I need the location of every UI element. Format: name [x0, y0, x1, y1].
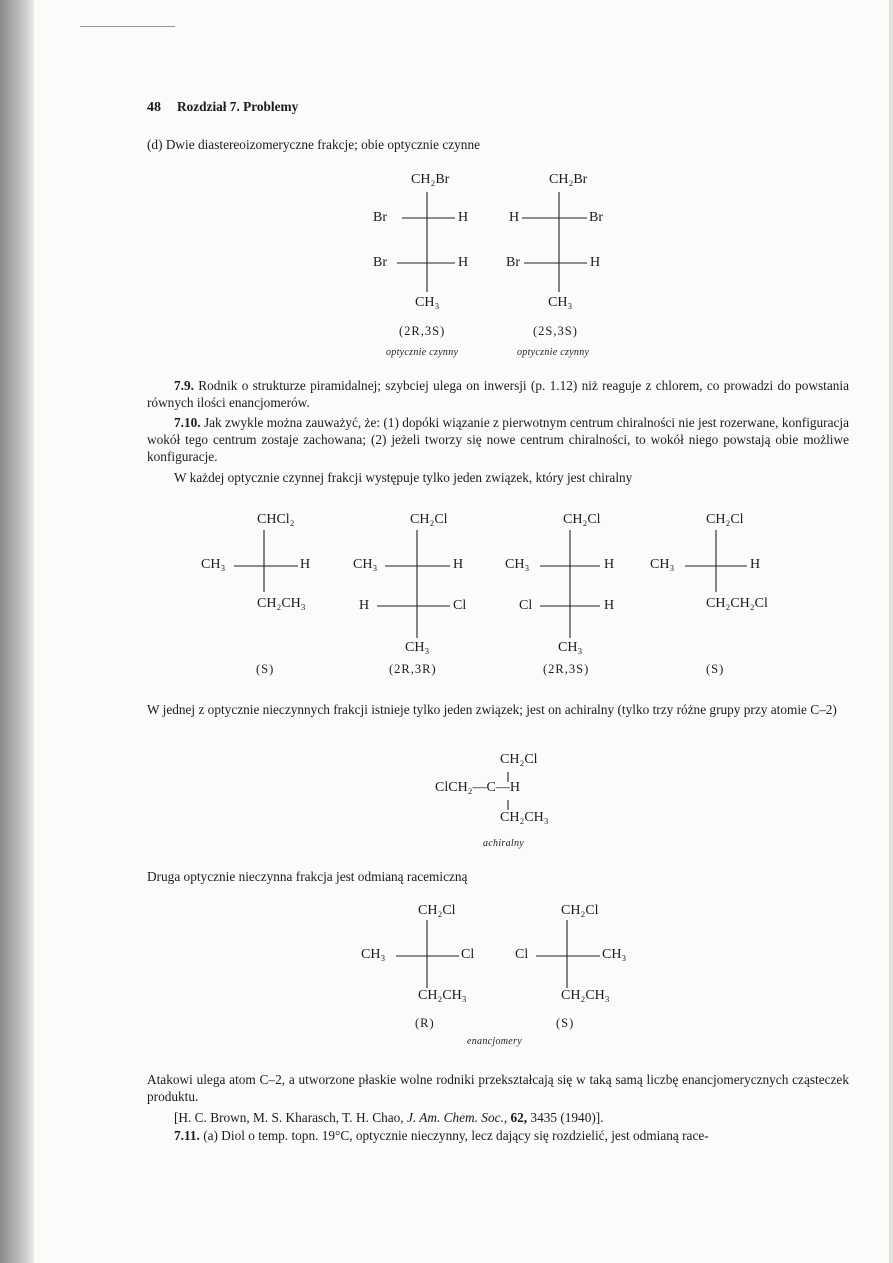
p710-text: Jak zwykle można zauważyć, że: (1) dopóki wiązanie z pierwotnym centrum chiralności nie jest rozerwane, konfiguracja wokół tego centrum zostaje zachowana; (2) jeżeli tworzy się nowe centrum chiralności, to wokół niego powstają obie możliwe konfiguracje. — [147, 415, 850, 464]
paragraph-7-11 — [147, 1127, 849, 1144]
a4-left: CH₃ — [650, 557, 675, 572]
a2-top: CH₂Cl — [410, 512, 448, 527]
chapter-title: Rozdział 7. Problemy — [177, 99, 299, 114]
a2-r2-left: H — [359, 598, 370, 613]
d-label: (d) Dwie diastereoizomeryczne frakcje; obie optycznie czynne — [147, 137, 480, 152]
citation — [147, 1109, 849, 1126]
d1-note: optycznie czynny — [386, 347, 459, 358]
citation-volume: 62, — [510, 1110, 528, 1125]
r2-right: CH₃ — [602, 947, 627, 962]
d2-note: optycznie czynny — [517, 347, 590, 358]
a1-config: (S) — [256, 662, 275, 676]
a2-config: (2R,3R) — [389, 662, 437, 676]
d2-r1-left: H — [509, 210, 520, 225]
a3-config: (2R,3S) — [543, 662, 590, 676]
a1-top: CHCl₂ — [257, 512, 295, 527]
d2-bottom: CH₃ — [548, 295, 573, 310]
p79-number: 7.9. — [174, 378, 194, 393]
d1-r2-left: Br — [373, 255, 387, 270]
r1-bottom: CH₂CH₃ — [418, 988, 467, 1003]
achiral-note: achiralny — [483, 838, 525, 849]
a4-bottom: CH₂CH₂Cl — [706, 596, 768, 611]
achiral-bottom: CH₂CH₃ — [500, 810, 549, 825]
d2-r2-left: Br — [506, 255, 520, 270]
achiral-top: CH₂Cl — [500, 752, 538, 767]
d1-r1-right: H — [458, 210, 469, 225]
p711-number: 7.11. — [174, 1128, 200, 1143]
a4-top: CH₂Cl — [706, 512, 744, 527]
r2-left: Cl — [515, 947, 529, 962]
d2-r1-right: Br — [589, 210, 603, 225]
d1-bottom: CH₃ — [415, 295, 440, 310]
paragraph-inactive: W jednej z optycznie nieczynnych frakcji istnieje tylko jeden związek; jest on achiralny (tylko trzy różne grupy przy atomie C–2) — [147, 702, 837, 717]
paragraph-racemic: Druga optycznie nieczynna frakcja jest odmianą racemiczną — [147, 869, 468, 884]
r1-top: CH₂Cl — [418, 903, 456, 918]
d2-config: (2S,3S) — [533, 324, 578, 338]
d2-top: CH₂Br — [549, 172, 588, 187]
d1-top: CH₂Br — [411, 172, 450, 187]
racemic-note: enancjomery — [467, 1036, 522, 1047]
p79-text: Rodnik o strukturze piramidalnej; szybciej ulega on inwersji (p. 1.12) niż reaguje z chlorem, co prowadzi do powstania równych ilości enancjomerów. — [147, 378, 849, 410]
a2-r1-right: H — [453, 557, 464, 572]
citation-pages: 3435 (1940)]. — [527, 1110, 604, 1125]
page-number: 48 — [147, 100, 161, 115]
a3-r1-left: CH₃ — [505, 557, 530, 572]
a3-r2-right: H — [604, 598, 615, 613]
citation-journal: J. Am. Chem. Soc., — [406, 1110, 508, 1125]
a2-r1-left: CH₃ — [353, 557, 378, 572]
achiral-middle: ClCH₂—C—H — [435, 780, 521, 795]
r1-right: Cl — [461, 947, 475, 962]
a1-right: H — [300, 557, 311, 572]
paragraph-attack: Atakowi ulega atom C–2, a utworzone płaskie wolne rodniki przekształcają się w taką samą liczbę enancjomerycznych cząsteczek produktu. — [147, 1072, 849, 1104]
d1-config: (2R,3S) — [399, 324, 446, 338]
citation-authors: [H. C. Brown, M. S. Kharasch, T. H. Chao, — [174, 1110, 407, 1125]
r2-top: CH₂Cl — [561, 903, 599, 918]
a2-r2-right: Cl — [453, 598, 467, 613]
r1-config: (R) — [415, 1016, 435, 1030]
p710-number: 7.10. — [174, 415, 201, 430]
a3-top: CH₂Cl — [563, 512, 601, 527]
a3-bottom: CH₃ — [558, 640, 583, 655]
r2-bottom: CH₂CH₃ — [561, 988, 610, 1003]
d1-r2-right: H — [458, 255, 469, 270]
a4-right: H — [750, 557, 761, 572]
d1-r1-left: Br — [373, 210, 387, 225]
a1-bottom: CH₂CH₃ — [257, 596, 306, 611]
a2-bottom: CH₃ — [405, 640, 430, 655]
r1-left: CH₃ — [361, 947, 386, 962]
a3-r1-right: H — [604, 557, 615, 572]
paragraph-active: W każdej optycznie czynnej frakcji występuje tylko jeden związek, który jest chiralny — [174, 470, 633, 485]
r2-config: (S) — [556, 1016, 575, 1030]
d2-r2-right: H — [590, 255, 601, 270]
a3-r2-left: Cl — [519, 598, 533, 613]
a1-left: CH₃ — [201, 557, 226, 572]
p711-text: (a) Diol o temp. topn. 19°C, optycznie nieczynny, lecz dający się rozdzielić, jest odmianą race- — [203, 1128, 709, 1143]
a4-config: (S) — [706, 662, 725, 676]
